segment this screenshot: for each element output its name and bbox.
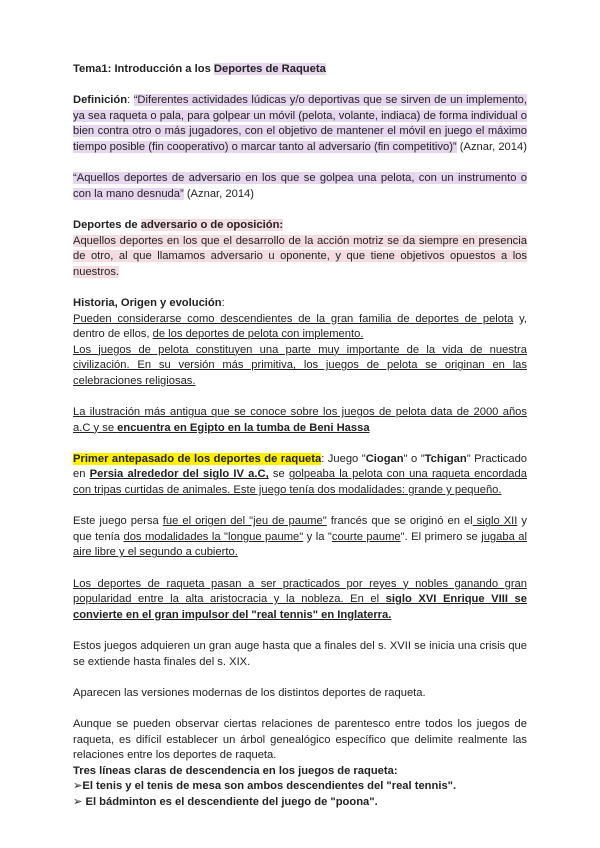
document-title: Tema1: Introducción a los Deportes de Raqueta [73,63,326,75]
persian-game-paragraph: Este juego persa fue el origen del "jeu de paume" francés que se originó en el siglo XII y que tenía dos modalidades la "longue paume" y la "courte paume". El primero se jugaba al aire libre y el segundo a cubierto. [73,515,527,559]
kinship-paragraph: Aunque se pueden observar ciertas relaciones de parentesco entre todos los juegos de raqueta, es difícil establecer un árbol genealógico específico que delimite realmente las relaciones entre los deportes de raqueta. [73,717,527,762]
adversary-body: Aquellos deportes en los que el desarrollo de la acción motriz se da siempre en presencia de otro, al que llamamos adversario u oponente, y que tiene objetivos opuestos a los nuestros. [73,234,527,278]
illustration-paragraph: La ilustración más antigua que se conoce sobre los juegos de pelota data de 2000 años a.C y se encuentra en Egipto en la tumba de Beni Hassa [73,406,527,434]
first-ancestor-heading: Primer antepasado de los deportes de raqueta [73,452,322,465]
arrow-bullet-icon: ➢ [73,780,83,793]
definition-label: Definición [73,94,128,107]
second-quote: “Aquellos deportes de adversario en los que se golpea una pelota, con un instrumento o con la mano desnuda” [73,172,527,200]
three-lines-heading: Tres líneas claras de descendencia en los juegos de raqueta: [73,764,398,777]
adversary-heading: Deportes de adversario o de oposición: [73,218,284,231]
history-paragraph-1: Pueden considerarse como descendientes de la gran familia de deportes de pelota y, dentro de ellos, de los deportes de pelota con implemento. [73,312,527,341]
bullet-badminton: ➢ El bádminton es el descendiente del juego de "poona". [73,795,378,808]
second-quote-paragraph: “Aquellos deportes de adversario en los que se golpea una pelota, con un instrumento o con la mano desnuda” (Aznar, 2014) [73,172,527,200]
definition-quote: “Diferentes actividades lúdicas y/o deportivas que se sirven de un implemento, ya sea raqueta o pala, para golpear un móvil (pelota, volante, indiaca) de forma individual o bien contra otro o más jugadores, con el objetivo de mantener el móvil en juego el máximo tiempo posible (fin cooperativo) o marcar tanto al adversario (fin competitivo)” [73,94,528,153]
first-ancestor-paragraph: Primer antepasado de los deportes de raqueta: Juego "Ciogan" o "Tchigan" Practicado en Persia alrededor del siglo IV a.C, se golpeaba la pelota con una raqueta encordada con tripas curtidas de animales. Este juego tenía dos modalidades: grande y pequeño. [73,452,528,497]
kings-paragraph: Los deportes de raqueta pasan a ser practicados por reyes y nobles ganando gran popularidad entre la alta aristocracia y la nobleza. En el siglo XVI Enrique VIII se convierte en el gran impulsor del "real tennis" en Inglaterra. [73,577,527,621]
document-page [73,62,527,811]
history-heading: Historia, Origen y evolución: [73,296,225,309]
arrow-bullet-icon: ➢ [73,795,83,808]
definition-paragraph: Definición: “Diferentes actividades lúdicas y/o deportivas que se sirven de un implemento, ya sea raqueta o pala, para golpear un móvil (pelota, volante, indiaca) de forma individual o bien contra otro o más jugadores, con el objetivo de mantener el móvil en juego el máximo tiempo posible (fin cooperativo) o marcar tanto al adversario (fin competitivo)” (Aznar, 2014) [73,94,528,153]
modern-versions-paragraph: Aparecen las versiones modernas de los distintos deportes de raqueta. [73,686,426,699]
history-paragraph-2: Los juegos de pelota constituyen una parte muy importante de la vida de nuestra civilización. En su versión más primitiva, los juegos de pelota se originan en las celebraciones religiosas. [73,343,527,387]
bullet-tennis: ➢El tenis y el tenis de mesa son ambos descendientes del "real tennis". [73,780,457,793]
title-highlight: Deportes de Raqueta [213,63,326,75]
boom-paragraph: Estos juegos adquieren un gran auge hasta que a finales del s. XVII se inicia una crisis que se extiende hasta finales del s. XIX. [73,639,527,668]
